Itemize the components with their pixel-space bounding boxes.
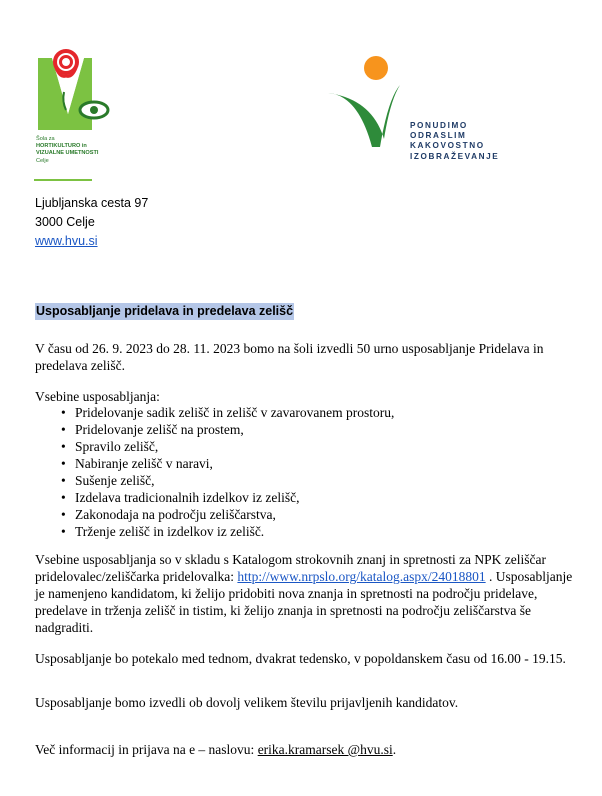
list-item: • Nabiranje zelišč v naravi, (61, 456, 213, 471)
logo-divider (34, 179, 92, 181)
schedule-paragraph: Usposabljanje bo potekalo med tednom, dvakrat tedensko, v popoldanskem času od 16.00 - 19.15. (35, 651, 566, 666)
list-item: • Pridelovanje sadik zelišč in zelišč v zavarovanem prostoru, (61, 405, 395, 420)
rose-eye-logo-icon (34, 44, 114, 136)
contact-paragraph: Več informacij in prijava na e – naslovu: erika.kramarsek @hvu.si. (35, 742, 397, 757)
school-logo (34, 44, 114, 184)
catalog-paragraph (35, 551, 575, 636)
bullet-icon: • (61, 524, 66, 539)
contents-list (35, 404, 394, 540)
catalog-link[interactable]: http://www.nrpslo.org/katalog.aspx/24018801 (237, 569, 486, 584)
logo-line: Celje (36, 157, 49, 164)
intro-paragraph: V času od 26. 9. 2023 do 28. 11. 2023 bomo na šoli izvedli 50 urno usposabljanje Pridelava in predelava zelišč. (35, 341, 544, 373)
catalog-text: Vsebine usposabljanja so v skladu s Katalogom strokovnih znanj in spretnosti za NPK zeliščar pridelovalec/zeliščarka pridelovalka: (35, 552, 547, 584)
contact-email-link[interactable]: erika.kramarsek @hvu.si (257, 742, 393, 757)
street-address: Ljubljanska cesta 97 (35, 196, 149, 210)
catalog-after-text: . Usposabljanje je namenjeno kandidatom, ki želijo pridobiti nova znanja in spretnosti na področju pridelave, predelave in trženja zelišč in tistim, ki želijo znanja in spretnosti na področju zeliščarstva še nadgraditi. (35, 569, 573, 635)
list-item: • Spravilo zelišč, (61, 439, 159, 454)
logo-line: HORTIKULTURO in (36, 143, 87, 150)
logo-line: IZOBRAŽEVANJE (410, 151, 500, 161)
list-item: • Zakonodaja na področju zeliščarstva, (61, 507, 276, 522)
logo-line: KAKOVOSTNO (410, 141, 485, 151)
logo-line: PONUDIMO (410, 121, 468, 130)
website-link[interactable]: www.hvu.si (35, 234, 98, 248)
adult-education-logo (328, 55, 500, 161)
logo-line: VIZUALNE UMETNOSTI (36, 150, 99, 157)
document-heading: Usposabljanje pridelava in predelava zelišč (36, 304, 294, 318)
bullet-icon: • (61, 456, 66, 471)
bullet-icon: • (61, 507, 66, 522)
logo-line: Šola za (36, 136, 55, 142)
contact-text: Več informacij in prijava na e – naslovu: (35, 742, 258, 757)
condition-paragraph: Usposabljanje bomo izvedli ob dovolj velikem številu prijavljenih kandidatov. (35, 695, 459, 710)
city-address: 3000 Celje (35, 215, 95, 229)
list-item: • Izdelava tradicionalnih izdelkov iz zelišč, (61, 490, 300, 505)
person-figure-logo-icon (328, 55, 418, 155)
bullet-icon: • (61, 439, 66, 454)
bullet-icon: • (61, 422, 66, 437)
list-item: • Trženje zelišč in izdelkov iz zelišč. (61, 524, 265, 539)
list-item: • Sušenje zelišč, (61, 473, 155, 488)
logo-line: ODRASLIM (410, 131, 467, 141)
list-item: • Pridelovanje zelišč na prostem, (61, 422, 244, 437)
contents-label: Vsebine usposabljanja: (35, 389, 160, 404)
bullet-icon: • (61, 405, 66, 420)
bullet-icon: • (61, 490, 66, 505)
bullet-icon: • (61, 473, 66, 488)
address-block (35, 194, 148, 251)
